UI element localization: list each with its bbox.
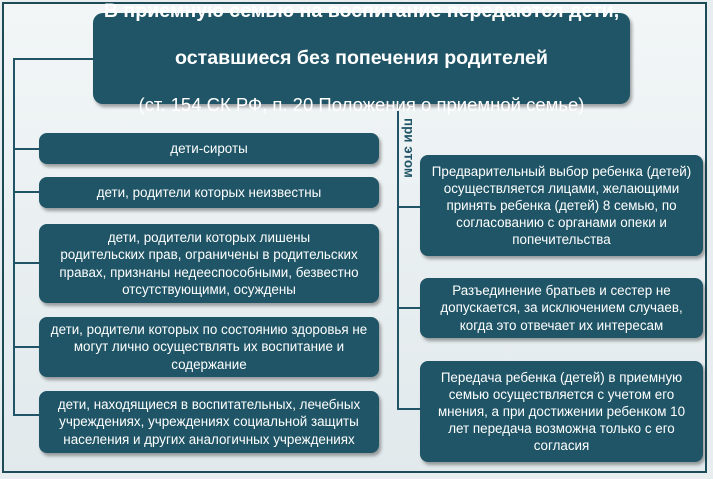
left-top-connector [13,58,95,60]
right-item-preliminary-choice: Предварительный выбор ребенка (детей) осуществляется лицами, желающими принять ребенка (детей) 8 семью, по согласованию с органами опеки и попечительства [420,155,703,256]
left-trunk-line [13,58,15,416]
left-item-parents-unknown: дети, родители которых неизвестны [39,177,379,208]
title-box [93,0,630,116]
left-item-institutions: дети, находящиеся в воспитательных, лечебных учреждениях, учреждениях социальной защиты населения и других аналогичных учреждениях [39,391,379,453]
right-item-child-opinion: Передача ребенка (детей) в приемную семью осуществляется с учетом его мнения, а при достижении ребенком 10 лет передача возможна только с его согласия [420,361,703,462]
right-item-siblings: Разъединение братьев и сестер не допускается, за исключением случаев, когда это отвечает их интересам [420,278,703,338]
left-branch-2 [13,191,40,193]
left-item-parents-deprived: дети, родители которых лишены родительских прав, ограничены в родительских правах, признаны недееспособными, безвестно отсутствующими, осуждены [39,224,379,303]
connector-label: при этом [401,118,417,178]
left-item-orphans: дети-сироты [39,133,379,164]
left-branch-1 [13,148,40,150]
left-item-parents-health: дети, родители которых по состоянию здоровья не могут лично осуществлять их воспитание и содержание [39,317,379,377]
left-branch-4 [13,346,40,348]
right-branch-3 [397,408,422,410]
title-line-2: оставшиеся без попечения родителей [175,47,548,70]
left-branch-5 [13,414,40,416]
title-line-1: В приемную семью на воспитание передаются дети, [103,0,620,23]
left-branch-3 [13,262,40,264]
right-branch-1 [397,206,422,208]
right-branch-2 [397,307,422,309]
title-line-3: (ст. 154 СК РФ, п. 20 Положения о приемной семье) [138,94,585,116]
